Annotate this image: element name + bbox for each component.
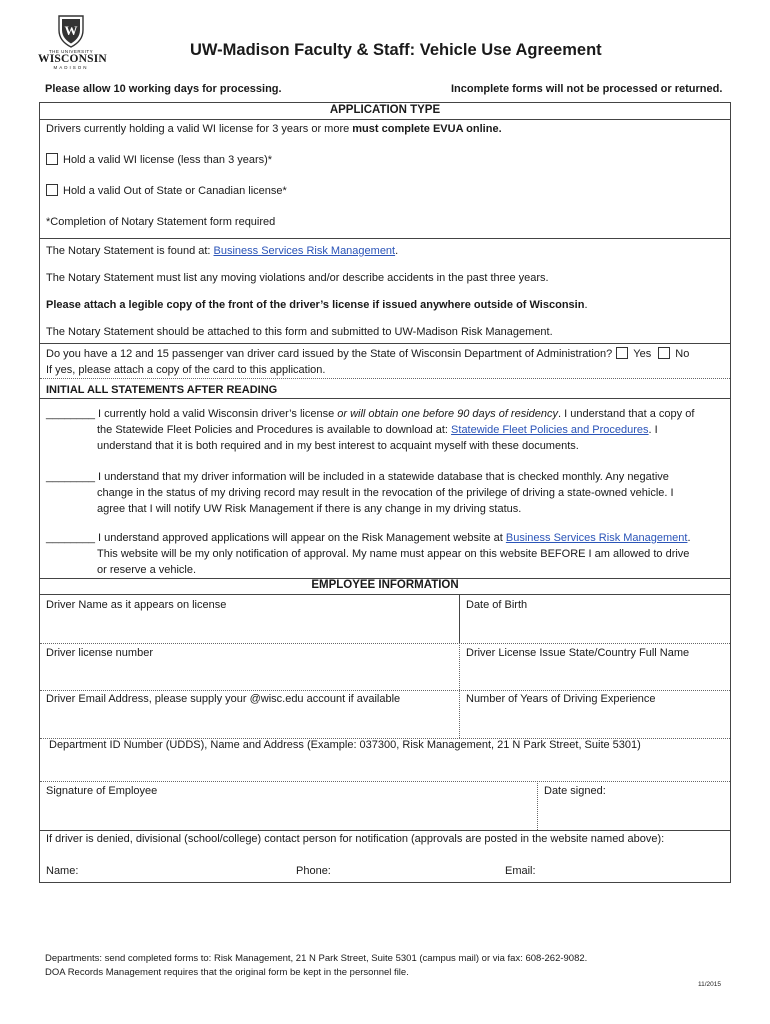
- contact-name-field[interactable]: Name:: [46, 865, 79, 877]
- divider: [40, 238, 730, 239]
- employee-info-heading: EMPLOYEE INFORMATION: [311, 579, 459, 591]
- footer-line-2: DOA Records Management requires that the original form be kept in the personnel file.: [45, 967, 409, 978]
- initial-blank-3[interactable]: ________: [46, 532, 95, 544]
- contact-phone-field[interactable]: Phone:: [296, 865, 331, 877]
- divider: [40, 781, 730, 782]
- department-field[interactable]: Department ID Number (UDDS), Name and Address (Example: 037300, Risk Management, 21 N Park Street, Suite 5301): [49, 739, 641, 751]
- crest-icon: [57, 14, 85, 48]
- divider: [459, 690, 460, 738]
- evua-intro: Drivers currently holding a valid WI license for 3 years or more must complete EVUA online.: [46, 123, 502, 135]
- divider: [40, 398, 730, 399]
- email-field[interactable]: Driver Email Address, please supply your @wisc.edu account if available: [46, 693, 401, 705]
- date-signed-field[interactable]: Date signed:: [544, 785, 606, 797]
- statement-3: ________ I understand approved applications will appear on the Risk Management website at Business Services Risk Management. This website will be my only notification of approval. My name must appear on this website BEFORE I am allowed to drive or reserve a vehicle.: [46, 532, 691, 576]
- years-experience-field[interactable]: Number of Years of Driving Experience: [466, 693, 656, 705]
- form-frame: [39, 102, 731, 883]
- divider: [40, 343, 730, 344]
- checkbox[interactable]: [46, 153, 58, 165]
- signature-field[interactable]: Signature of Employee: [46, 785, 158, 797]
- initial-blank-2[interactable]: ________: [46, 471, 95, 483]
- van-attach-note: If yes, please attach a copy of the card to this application.: [46, 364, 326, 376]
- denied-contact-note: If driver is denied, divisional (school/college) contact person for notification (approvals are posted in the website named above):: [46, 833, 665, 845]
- checkbox-out-of-state-license[interactable]: Hold a valid Out of State or Canadian license*: [46, 183, 287, 199]
- checkbox[interactable]: [46, 184, 58, 196]
- driver-name-field[interactable]: Driver Name as it appears on license: [46, 599, 227, 611]
- notary-found-line: The Notary Statement is found at: Business Services Risk Management.: [46, 245, 399, 257]
- van-question: Do you have a 12 and 15 passenger van driver card issued by the State of Wisconsin Department of Administration? Yes No: [46, 348, 690, 360]
- svg-text:W: W: [64, 23, 78, 38]
- divider: [40, 378, 730, 379]
- dob-field[interactable]: Date of Birth: [466, 599, 528, 611]
- logo-name: WISCONSIN: [38, 53, 107, 65]
- risk-management-link-2[interactable]: Business Services Risk Management: [505, 532, 688, 544]
- initial-blank-1[interactable]: ________: [46, 408, 95, 420]
- statement-2: ________ I understand that my driver information will be included in a statewide database that is checked monthly. Any negative change in the status of my driving record may result in the revocation of the privilege of driving a state-owned vehicle. I agree that I will notify UW Risk Management if there is any change in my driving status.: [46, 471, 674, 515]
- license-number-field[interactable]: Driver license number: [46, 647, 153, 659]
- notary-required-note: *Completion of Notary Statement form required: [46, 216, 276, 228]
- divider: [40, 594, 730, 595]
- notary-attach-line: Please attach a legible copy of the front of the driver’s license if issued anywhere outside of Wisconsin.: [46, 299, 588, 311]
- divider: [459, 643, 460, 690]
- footer-line-1: Departments: send completed forms to: Risk Management, 21 N Park Street, Suite 5301 (campus mail) or via fax: 608-262-9082.: [45, 953, 588, 964]
- divider: [537, 781, 538, 830]
- fleet-policies-link[interactable]: Statewide Fleet Policies and Procedures: [451, 424, 649, 436]
- form-date-code: 11/2015: [698, 981, 722, 988]
- notary-submit-line: The Notary Statement should be attached to this form and submitted to UW-Madison Risk Management.: [46, 326, 553, 338]
- uw-madison-logo: [38, 14, 107, 80]
- statement-1: ________ I currently hold a valid Wisconsin driver’s license or will obtain one before 90 days of residency. I understand that a copy of the Statewide Fleet Policies and Procedures is available to download at: Statewide Fleet Policies and Procedures. I understand that it is both required and in my best interest to acquaint myself with these documents.: [46, 408, 695, 452]
- van-no-checkbox[interactable]: [658, 347, 670, 359]
- logo-top-text: THE UNIVERSITY: [48, 49, 94, 54]
- divider: [459, 594, 460, 643]
- contact-email-field[interactable]: Email:: [505, 865, 536, 877]
- van-yes-checkbox[interactable]: [616, 347, 628, 359]
- issue-state-field[interactable]: Driver License Issue State/Country Full Name: [466, 647, 690, 659]
- notary-list-line: The Notary Statement must list any moving violations and/or describe accidents in the past three years.: [46, 272, 549, 284]
- risk-management-link[interactable]: Business Services Risk Management: [213, 245, 396, 257]
- incomplete-note: Incomplete forms will not be processed or returned.: [451, 83, 723, 95]
- application-type-heading: APPLICATION TYPE: [329, 104, 441, 116]
- divider: [40, 119, 730, 120]
- statements-heading: INITIAL ALL STATEMENTS AFTER READING: [46, 384, 278, 396]
- page-title: UW-Madison Faculty & Staff: Vehicle Use Agreement: [190, 41, 602, 59]
- checkbox-wi-license[interactable]: Hold a valid WI license (less than 3 years)*: [46, 152, 272, 168]
- logo-sub-text: MADISON: [53, 65, 89, 70]
- processing-note: Please allow 10 working days for processing.: [45, 83, 282, 95]
- divider: [40, 643, 730, 644]
